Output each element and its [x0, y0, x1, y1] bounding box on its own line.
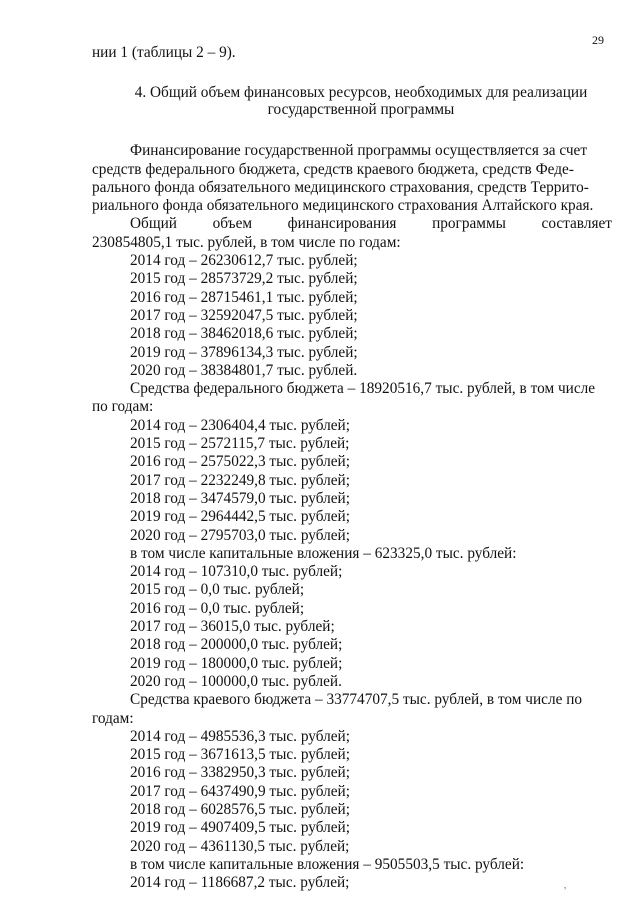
section-heading [92, 84, 612, 118]
year-row: 2016 год – 0,0 тыс. рублей; [130, 599, 305, 617]
year-row: 2015 год – 2572115,7 тыс. рублей; [130, 435, 350, 453]
year-row: 2014 год – 4985536,3 тыс. рублей; [130, 727, 350, 745]
year-row: 2017 год – 6437490,9 тыс. рублей; [130, 782, 350, 800]
federal-line-2: по годам: [92, 398, 154, 416]
year-row: 2019 год – 4907409,5 тыс. рублей; [130, 819, 350, 837]
regional-budget-block [92, 691, 612, 892]
year-row: 2018 год – 200000,0 тыс. рублей; [130, 636, 343, 654]
paragraph-line: риального фонда обязательного медицинского страхования Алтайского края. [92, 197, 594, 215]
year-row: 2016 год – 28715461,1 тыс. рублей; [130, 288, 358, 306]
total-line-1 [92, 215, 612, 233]
year-row: 2014 год – 2306404,4 тыс. рублей; [130, 416, 350, 434]
word: Общий [130, 215, 177, 233]
year-row: 2015 год – 0,0 тыс. рублей; [130, 581, 305, 599]
scan-mark: , [564, 880, 567, 890]
year-row: 2019 год – 37896134,3 тыс. рублей; [130, 343, 358, 361]
capital-investment-line: в том числе капитальные вложения – 9505503,5 тыс. рублей: [130, 855, 525, 873]
paragraph-financing [92, 142, 612, 215]
lead-line: нии 1 (таблицы 2 – 9). [92, 44, 236, 61]
page-content [92, 44, 612, 892]
year-row: 2015 год – 3671613,5 тыс. рублей; [130, 746, 350, 764]
year-row: 2017 год – 36015,0 тыс. рублей; [130, 618, 335, 636]
word: программы [432, 215, 506, 233]
paragraph-text: Финансирование государственной программы осуществляется за счет [130, 142, 588, 160]
federal-line-1: Средства федерального бюджета – 18920516,7 тыс. рублей, в том числе [130, 380, 596, 398]
year-row: 2020 год – 4361130,5 тыс. рублей; [130, 837, 350, 855]
year-row: 2016 год – 2575022,3 тыс. рублей; [130, 453, 350, 471]
year-row: 2020 год – 2795703,0 тыс. рублей; [130, 526, 350, 544]
paragraph-line: рального фонда обязательного медицинского страхования, средств Террито- [92, 178, 589, 196]
paragraph-line: средств федерального бюджета, средств краевого бюджета, средств Феде- [92, 160, 574, 178]
year-row: 2017 год – 2232249,8 тыс. рублей; [130, 471, 350, 489]
year-row: 2020 год – 38384801,7 тыс. рублей. [130, 361, 358, 379]
year-row: 2014 год – 107310,0 тыс. рублей; [130, 563, 343, 581]
year-row: 2014 год – 1186687,2 тыс. рублей; [130, 874, 350, 892]
total-financing-block [92, 215, 612, 380]
year-row: 2017 год – 32592047,5 тыс. рублей; [130, 306, 358, 324]
year-row: 2018 год – 3474579,0 тыс. рублей; [130, 489, 350, 507]
capital-investment-line: в том числе капитальные вложения – 623325,0 тыс. рублей: [130, 544, 517, 562]
year-row: 2019 год – 180000,0 тыс. рублей; [130, 654, 343, 672]
year-row: 2016 год – 3382950,3 тыс. рублей; [130, 764, 350, 782]
year-row: 2018 год – 6028576,5 тыс. рублей; [130, 800, 350, 818]
year-row: 2018 год – 38462018,6 тыс. рублей; [130, 325, 358, 343]
heading-line: государственной программы [267, 101, 455, 119]
year-row: 2015 год – 28573729,2 тыс. рублей; [130, 270, 358, 288]
federal-budget-block [92, 380, 612, 691]
year-row: 2014 год – 26230612,7 тыс. рублей; [130, 252, 358, 270]
total-line-2: 230854805,1 тыс. рублей, в том числе по годам: [92, 233, 401, 251]
word: объем [212, 215, 253, 233]
page-number: 29 [592, 33, 604, 47]
regional-line-1: Средства краевого бюджета – 33774707,5 тыс. рублей, в том числе по [130, 691, 583, 709]
paragraph-line [92, 142, 612, 160]
word: финансирования [287, 215, 397, 233]
regional-line-2: годам: [92, 709, 134, 727]
heading-line: 4. Общий объем финансовых ресурсов, необходимых для реализации [134, 84, 588, 102]
year-row: 2019 год – 2964442,5 тыс. рублей; [130, 508, 350, 526]
word: составляет [541, 215, 612, 233]
year-row: 2020 год – 100000,0 тыс. рублей. [130, 672, 342, 690]
